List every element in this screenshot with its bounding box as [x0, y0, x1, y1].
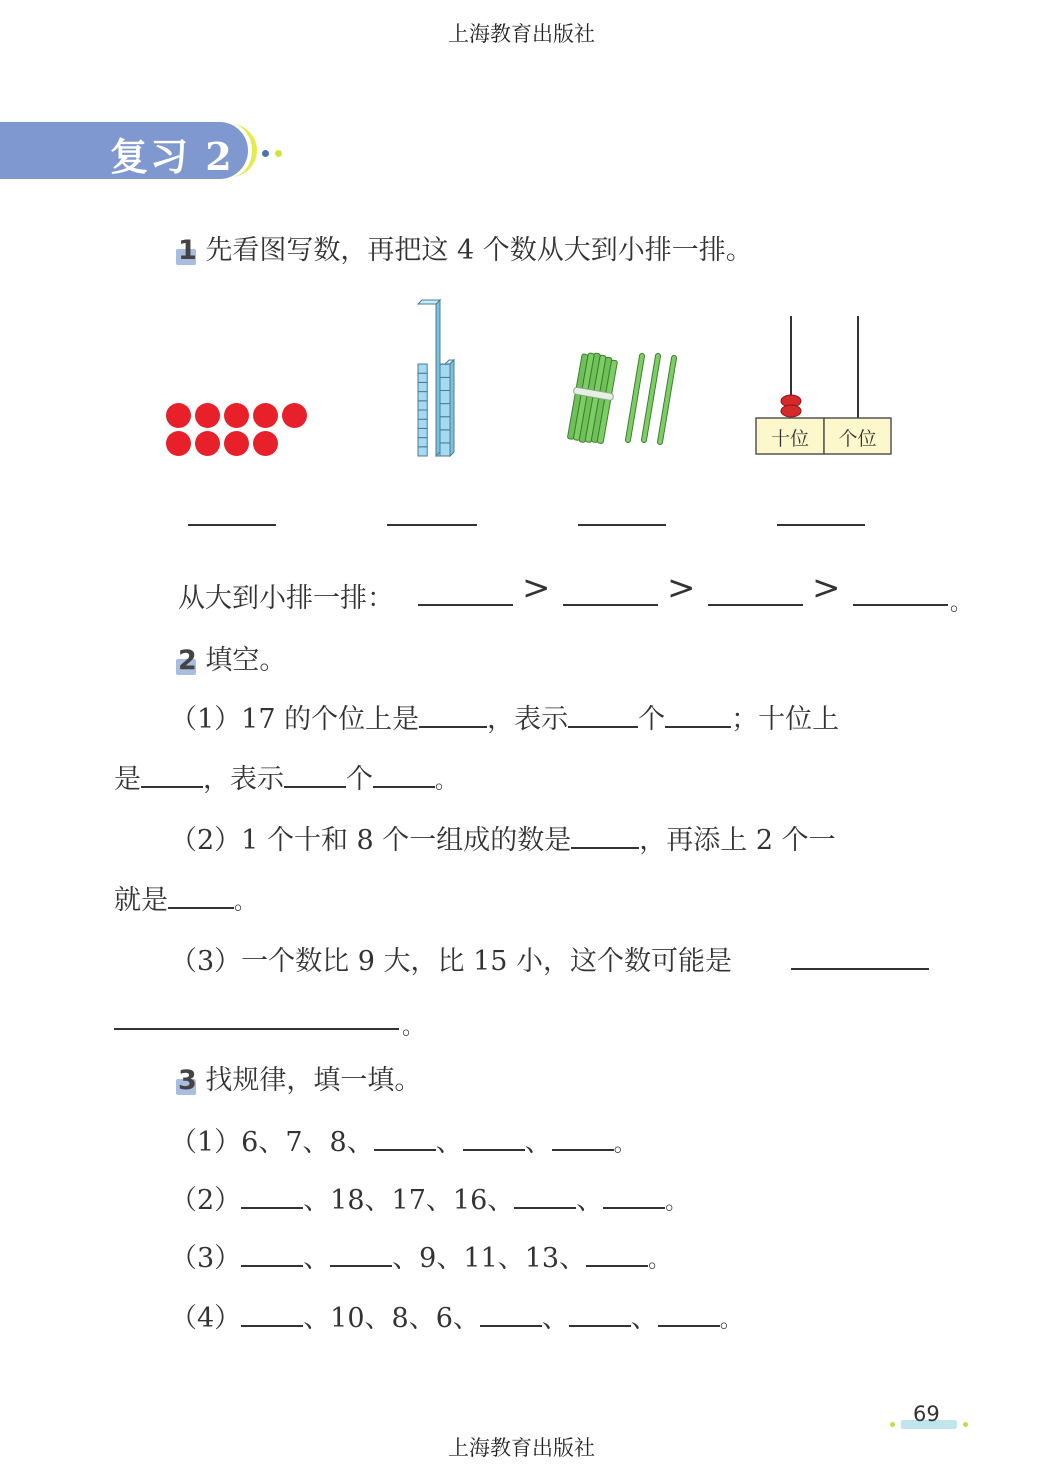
q3-row4-blank-3[interactable]	[569, 1303, 631, 1327]
q3-row2-end: 。	[665, 1190, 688, 1215]
q3-row1-text: （1）6、7、8、	[170, 1127, 374, 1158]
q3-row4-text: 、10、8、6、	[303, 1303, 480, 1334]
page-number-dot-right	[963, 1422, 968, 1427]
q2-item3-blank-2[interactable]	[114, 1028, 399, 1030]
unit-cube	[418, 401, 427, 410]
q3-row1-sep: 、	[524, 1127, 552, 1158]
unit-cube	[418, 419, 427, 428]
q3-row1-blank-2[interactable]	[463, 1127, 525, 1151]
unit-cube	[440, 404, 450, 417]
answer-blank-cubes[interactable]	[387, 524, 477, 526]
unit-cube	[440, 377, 450, 390]
order-end-period: 。	[950, 591, 973, 616]
footer-publisher: 上海教育出版社	[448, 1436, 595, 1460]
q1-prompt: 先看图写数，再把这 4 个数从大到小排一排。	[205, 235, 753, 266]
q2-item1-text-c: 个	[638, 704, 666, 735]
q2-item1-line1	[170, 697, 839, 736]
red-dot	[166, 403, 191, 428]
q2-prompt-line	[178, 638, 286, 677]
q3-row1-blank-1[interactable]	[374, 1127, 436, 1151]
q3-row4	[170, 1296, 742, 1335]
order-blank-1[interactable]	[418, 604, 513, 606]
q3-row4-sep: 、	[630, 1303, 658, 1334]
answer-blank-dots[interactable]	[188, 524, 276, 526]
q2-item1-text-d: ；十位上	[731, 704, 840, 735]
cube-tower-figure	[410, 298, 460, 460]
abacus-label-tens: 十位	[770, 428, 809, 450]
q2-item3-end: 。	[402, 1015, 425, 1040]
q2-item3-blank-1[interactable]	[791, 968, 929, 970]
unit-cube	[418, 428, 427, 437]
unit-cube	[418, 410, 427, 419]
q3-row2-blank-2[interactable]	[514, 1185, 576, 1209]
q1-prompt-line	[178, 228, 753, 267]
q3-row4-end: 。	[719, 1308, 742, 1333]
q2-item1-blank-5[interactable]	[284, 764, 346, 788]
order-blank-4[interactable]	[853, 604, 948, 606]
answer-blank-sticks[interactable]	[578, 524, 666, 526]
q2-item3-text: （3）一个数比 9 大，比 15 小，这个数可能是	[170, 946, 733, 977]
banner-dot-blue	[262, 150, 269, 157]
q1-number: 1	[178, 235, 197, 266]
q2-item2-end: 。	[234, 890, 257, 915]
q3-row4-sep: 、	[541, 1303, 569, 1334]
q3-row2-blank-1[interactable]	[241, 1185, 303, 1209]
order-blank-3[interactable]	[708, 604, 803, 606]
cube-column-tens	[418, 364, 427, 456]
stick-bundle	[566, 352, 620, 446]
q3-number: 3	[178, 1065, 197, 1096]
q3-row2-sep: 、	[576, 1185, 604, 1216]
red-dot	[224, 431, 249, 456]
q3-row3-blank-3[interactable]	[586, 1243, 648, 1267]
q3-row2-blank-3[interactable]	[603, 1185, 665, 1209]
red-dot	[253, 431, 278, 456]
abacus-label-ones: 个位	[838, 428, 877, 450]
q3-row2-text: 、18、17、16、	[303, 1185, 515, 1216]
q3-row4-blank-1[interactable]	[241, 1303, 303, 1327]
abacus-bead	[781, 405, 801, 417]
q3-row3-sep: 、	[303, 1243, 331, 1274]
q2-item3-line1	[170, 939, 732, 978]
q2-item1-line2	[114, 757, 457, 796]
unit-cube	[418, 364, 427, 373]
unit-cube	[440, 430, 450, 443]
page-number-dot-left	[890, 1422, 895, 1427]
answer-blank-abacus[interactable]	[777, 524, 865, 526]
q3-prompt: 找规律，填一填。	[205, 1065, 422, 1096]
q2-item1-text-g: 个	[346, 764, 373, 795]
q3-row3-label: （3）	[170, 1243, 242, 1274]
unit-cube	[418, 392, 427, 401]
q3-row3-blank-1[interactable]	[241, 1243, 303, 1267]
q2-item2-text-a: （2）1 个十和 8 个一组成的数是	[170, 825, 572, 856]
unit-cube	[440, 391, 450, 404]
order-blank-2[interactable]	[563, 604, 658, 606]
unit-cube	[418, 447, 427, 456]
q3-row3-text: 、9、11、13、	[392, 1243, 587, 1274]
red-dot	[195, 403, 220, 428]
red-dot	[166, 431, 191, 456]
q3-row3-end: 。	[648, 1248, 671, 1273]
banner-dot-yellow	[275, 150, 282, 157]
sticks-figure	[566, 352, 686, 452]
q3-row2-label: （2）	[170, 1185, 242, 1216]
q2-item2-blank-1[interactable]	[571, 825, 639, 849]
q3-row2	[170, 1178, 687, 1217]
page-number: 69	[913, 1402, 940, 1426]
q2-item1-blank-6[interactable]	[373, 764, 435, 788]
q2-item2-line1	[170, 818, 836, 857]
q2-item1-blank-4[interactable]	[141, 764, 203, 788]
q2-item1-blank-2[interactable]	[568, 704, 638, 728]
unit-cube	[440, 364, 450, 377]
q3-row1-blank-3[interactable]	[552, 1127, 614, 1151]
q2-item1-text-f: ，表示	[203, 764, 284, 795]
red-dot	[195, 431, 220, 456]
q3-row4-blank-4[interactable]	[658, 1303, 720, 1327]
q3-row1	[170, 1120, 636, 1159]
q2-item1-blank-3[interactable]	[665, 704, 731, 728]
unit-cube	[418, 382, 427, 391]
q3-row1-end: 。	[613, 1132, 636, 1157]
section-title: 复习 2	[110, 134, 234, 179]
red-dot	[224, 403, 249, 428]
q2-item2-text-b: ，再添上 2 个一	[639, 825, 836, 856]
q3-row3-blank-2[interactable]	[330, 1243, 392, 1267]
gt-sign-3: >	[812, 568, 841, 608]
red-dot	[253, 403, 278, 428]
unit-cube	[440, 443, 450, 456]
q1-order-label: 从大到小排一排：	[178, 583, 394, 614]
unit-cube	[440, 417, 450, 430]
q2-item1-text-b: ，表示	[487, 704, 569, 735]
q2-number: 2	[178, 645, 197, 676]
header-publisher: 上海教育出版社	[448, 22, 595, 46]
red-dot	[282, 403, 307, 428]
q2-item2-line2	[114, 878, 256, 917]
q2-prompt: 填空。	[205, 645, 287, 676]
unit-cube	[418, 373, 427, 382]
q2-item1-text-a: （1）17 的个位上是	[170, 704, 420, 735]
q2-item2-blank-2[interactable]	[168, 885, 234, 909]
q3-row3	[170, 1236, 670, 1275]
q2-item2-text-c: 就是	[114, 885, 168, 916]
q2-item1-text-e: 是	[114, 764, 141, 795]
q2-item1-blank-1[interactable]	[419, 704, 487, 728]
gt-sign-1: >	[522, 568, 551, 608]
unit-cube	[418, 438, 427, 447]
q3-row1-sep: 、	[435, 1127, 463, 1158]
q3-prompt-line	[178, 1058, 421, 1097]
q3-row4-blank-2[interactable]	[480, 1303, 542, 1327]
gt-sign-2: >	[667, 568, 696, 608]
q3-row4-label: （4）	[170, 1303, 242, 1334]
q2-item1-end: 。	[435, 769, 458, 794]
red-dots-figure	[166, 403, 306, 457]
